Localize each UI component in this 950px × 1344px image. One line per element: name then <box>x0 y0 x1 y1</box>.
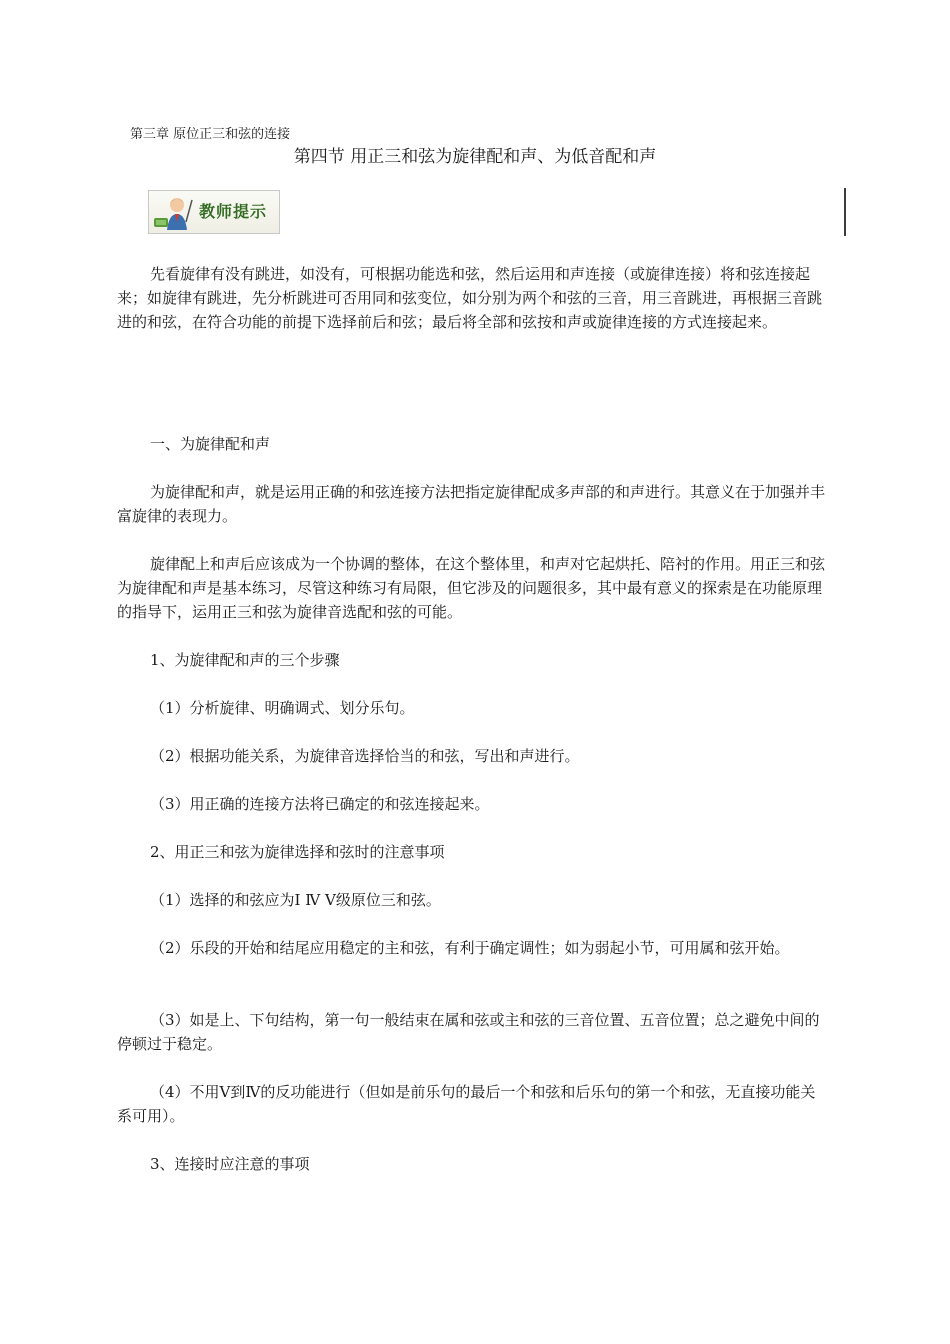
note-item: （4）不用Ⅴ到Ⅳ的反功能进行（但如是前乐句的最后一个和弦和后乐句的第一个和弦，无直接功能关系可用）。 <box>117 1083 816 1125</box>
intro-paragraph: 先看旋律有没有跳进，如没有，可根据功能选和弦，然后运用和声连接（或旋律连接）将和弦连接起来；如旋律有跳进，先分析跳进可否用同和弦变位，如分别为两个和弦的三音，用三音跳进，再根据三音跳进的和弦，在符合功能的前提下选择前后和弦；最后将全部和弦按和声或旋律连接的方式连接起来。 <box>117 265 823 331</box>
step-item: （3）用正确的连接方法将已确定的和弦连接起来。 <box>150 795 490 813</box>
note-item: （1）选择的和弦应为Ⅰ Ⅳ Ⅴ级原位三和弦。 <box>150 891 441 909</box>
step-item: （1）分析旋律、明确调式、划分乐句。 <box>150 699 415 717</box>
step-item: （2）根据功能关系，为旋律音选择恰当的和弦，写出和声进行。 <box>150 747 580 765</box>
chapter-label: 第三章 原位正三和弦的连接 <box>130 127 291 142</box>
teacher-tip-badge <box>148 190 280 234</box>
subheading-chord-notes: 2、用正三和弦为旋律选择和弦时的注意事项 <box>150 843 445 861</box>
teacher-tip-label: 教师提示 <box>199 202 268 221</box>
section-title: 第四节 用正三和弦为旋律配和声、为低音配和声 <box>293 147 657 167</box>
heading-harmonize-melody: 一、为旋律配和声 <box>150 435 271 453</box>
subheading-three-steps: 1、为旋律配和声的三个步骤 <box>150 651 340 669</box>
paragraph-definition: 为旋律配和声，就是运用正确的和弦连接方法把指定旋律配成多声部的和声进行。其意义在于加强并丰富旋律的表现力。 <box>117 483 826 525</box>
note-item: （3）如是上、下句结构，第一句一般结束在属和弦或主和弦的三音位置、五音位置；总之避免中间的停顿过于稳定。 <box>117 1011 820 1053</box>
paragraph-purpose: 旋律配上和声后应该成为一个协调的整体，在这个整体里，和声对它起烘托、陪衬的作用。用正三和弦为旋律配和声是基本练习，尽管这种练习有局限，但它涉及的问题很多，其中最有意义的探索是在功能原理的指导下，运用正三和弦为旋律音选配和弦的可能。 <box>117 555 826 621</box>
note-item: （2）乐段的开始和结尾应用稳定的主和弦，有利于确定调性；如为弱起小节，可用属和弦开始。 <box>150 939 790 957</box>
teacher-figure-icon <box>153 194 193 232</box>
margin-rule <box>844 188 846 236</box>
subheading-connection-notes: 3、连接时应注意的事项 <box>150 1155 310 1173</box>
